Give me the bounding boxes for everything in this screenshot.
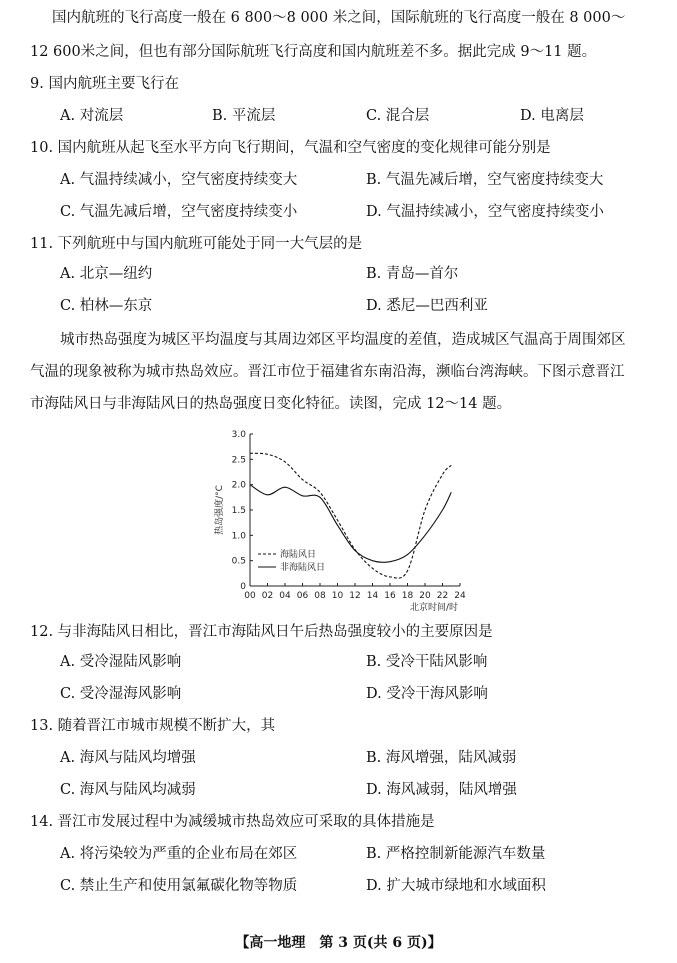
x-tick-label: 18 bbox=[401, 591, 414, 601]
q13-option-d: D. 海风减弱，陆风增强 bbox=[366, 782, 517, 798]
q11-stem: 11. 下列航班中与国内航班可能处于同一大气层的是 bbox=[30, 236, 363, 252]
intro1-line2: 12 600米之间，但也有部分国际航班飞行高度和国内航班差不多。据此完成 9～11 题。 bbox=[30, 44, 597, 60]
q13-stem: 13. 随着晋江市城市规模不断扩大，其 bbox=[30, 718, 276, 734]
q9-stem: 9. 国内航班主要飞行在 bbox=[30, 76, 179, 92]
x-tick-label: 10 bbox=[331, 591, 344, 601]
q11-option-a: A. 北京—纽约 bbox=[60, 266, 153, 282]
page-footer: 【高一地理 第 3 页(共 6 页)】 bbox=[235, 935, 442, 951]
q12-stem: 12. 与非海陆风日相比，晋江市海陆风日午后热岛强度较小的主要原因是 bbox=[30, 624, 493, 640]
legend-label: 海陆风日 bbox=[280, 550, 317, 560]
x-tick-label: 08 bbox=[314, 591, 326, 601]
x-tick-label: 00 bbox=[244, 591, 256, 601]
intro2-line1: 城市热岛强度为城区平均温度与其周边郊区平均温度的差值，造成城区气温高于周围郊区 bbox=[60, 332, 626, 348]
y-tick-label: 2.5 bbox=[231, 455, 246, 466]
x-tick-label: 12 bbox=[349, 591, 361, 601]
q14-option-b: B. 严格控制新能源汽车数量 bbox=[366, 846, 546, 862]
q10-option-a: A. 气温持续减小，空气密度持续变大 bbox=[60, 172, 298, 188]
y-tick-label: 0.5 bbox=[231, 556, 246, 567]
q9-option-a: A. 对流层 bbox=[60, 108, 124, 124]
y-tick-label: 3.0 bbox=[231, 430, 246, 440]
q13-option-b: B. 海风增强，陆风减弱 bbox=[366, 750, 517, 766]
q12-option-d: D. 受冷干海风影响 bbox=[366, 686, 488, 702]
q14-option-a: A. 将污染较为严重的企业布局在郊区 bbox=[60, 846, 298, 862]
y-tick-label: 0 bbox=[240, 582, 246, 592]
intro2-line2: 气温的现象被称为城市热岛效应。晋江市位于福建省东南沿海，濒临台湾海峡。下图示意晋江 bbox=[30, 364, 625, 380]
x-tick-label: 20 bbox=[419, 591, 431, 601]
intro2-line3: 市海陆风日与非海陆风日的热岛强度日变化特征。读图，完成 12～14 题。 bbox=[30, 396, 512, 412]
y-tick-label: 1.0 bbox=[231, 531, 246, 542]
q13-option-a: A. 海风与陆风均增强 bbox=[60, 750, 196, 766]
x-tick-label: 16 bbox=[384, 591, 396, 601]
q10-stem: 10. 国内航班从起飞至水平方向飞行期间，气温和空气密度的变化规律可能分别是 bbox=[30, 140, 551, 156]
chart-canvas bbox=[210, 426, 478, 616]
y-tick-label: 2.0 bbox=[231, 480, 246, 491]
q14-option-d: D. 扩大城市绿地和水域面积 bbox=[366, 878, 546, 894]
q12-option-b: B. 受冷干陆风影响 bbox=[366, 654, 488, 670]
q11-option-c: C. 柏林—东京 bbox=[60, 298, 153, 314]
y-tick-label: 1.5 bbox=[231, 506, 246, 516]
q11-option-b: B. 青岛—首尔 bbox=[366, 266, 459, 282]
x-tick-label: 22 bbox=[436, 591, 449, 601]
q14-option-c: C. 禁止生产和使用氯氟碳化物等物质 bbox=[60, 878, 298, 894]
q11-option-d: D. 悉尼—巴西利亚 bbox=[366, 298, 488, 314]
q12-option-a: A. 受冷湿陆风影响 bbox=[60, 654, 182, 670]
q10-option-d: D. 气温持续减小，空气密度持续变小 bbox=[366, 204, 604, 220]
x-tick-label: 02 bbox=[261, 591, 274, 601]
x-tick-label: 06 bbox=[296, 591, 309, 601]
q9-option-c: C. 混合层 bbox=[366, 108, 430, 124]
x-tick-label: 14 bbox=[366, 591, 379, 601]
heat-island-chart bbox=[210, 426, 478, 616]
q9-option-b: B. 平流层 bbox=[212, 108, 276, 124]
y-axis-label: 热岛强度/°C bbox=[215, 485, 225, 535]
legend-label: 非海陆风日 bbox=[280, 563, 326, 573]
intro1-line1: 国内航班的飞行高度一般在 6 800～8 000 米之间，国际航班的飞行高度一般在 8 000～ bbox=[52, 10, 626, 26]
x-tick-label: 24 bbox=[454, 591, 466, 601]
q9-option-d: D. 电离层 bbox=[520, 108, 584, 124]
x-axis-label: 北京时间/时 bbox=[409, 603, 458, 613]
q14-stem: 14. 晋江市发展过程中为减缓城市热岛效应可采取的具体措施是 bbox=[30, 814, 435, 830]
q13-option-c: C. 海风与陆风均减弱 bbox=[60, 782, 196, 798]
q10-option-c: C. 气温先减后增，空气密度持续变小 bbox=[60, 204, 298, 220]
q12-option-c: C. 受冷湿海风影响 bbox=[60, 686, 182, 702]
x-tick-label: 04 bbox=[279, 591, 291, 601]
q10-option-b: B. 气温先减后增，空气密度持续变大 bbox=[366, 172, 604, 188]
